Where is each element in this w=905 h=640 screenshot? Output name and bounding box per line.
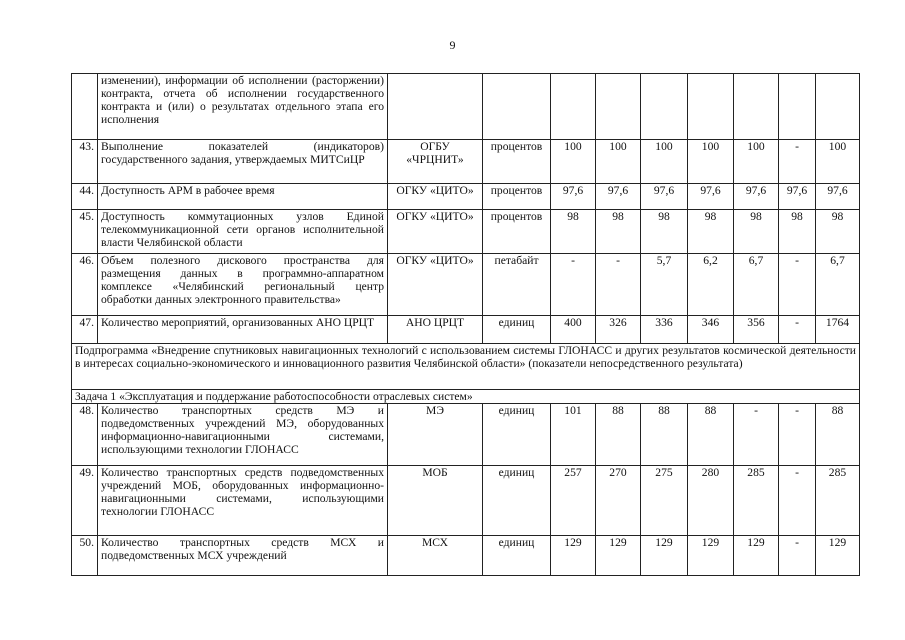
table-row (72, 254, 860, 316)
row-number: 49. (72, 466, 98, 536)
row-number: 47. (72, 316, 98, 344)
indicator-value: - (779, 140, 816, 184)
indicator-value (688, 74, 734, 140)
table-row (72, 404, 860, 466)
indicator-value: 97,6 (816, 184, 860, 210)
indicator-value: 129 (551, 536, 596, 576)
responsible-organization: МЭ (388, 404, 483, 466)
indicator-value: 100 (641, 140, 688, 184)
indicator-value: 101 (551, 404, 596, 466)
indicator-description: Количество мероприятий, организованных АНО ЦРЦТ (98, 316, 388, 344)
responsible-organization: АНО ЦРЦТ (388, 316, 483, 344)
indicator-value: 100 (596, 140, 641, 184)
responsible-organization: ОГБУ «ЧРЦНИТ» (388, 140, 483, 184)
indicator-value: 100 (688, 140, 734, 184)
row-number (72, 74, 98, 140)
table-row (72, 466, 860, 536)
indicator-value: - (779, 254, 816, 316)
row-number: 44. (72, 184, 98, 210)
page-number: 9 (449, 38, 456, 52)
responsible-organization: ОГКУ «ЦИТО» (388, 210, 483, 254)
indicator-value: 285 (734, 466, 779, 536)
indicator-value: 97,6 (779, 184, 816, 210)
indicator-value: 98 (779, 210, 816, 254)
row-number: 50. (72, 536, 98, 576)
unit-of-measure: процентов (483, 140, 551, 184)
indicator-value: 97,6 (688, 184, 734, 210)
indicator-value: 346 (688, 316, 734, 344)
indicator-value: 326 (596, 316, 641, 344)
task-heading-row (72, 390, 860, 404)
indicator-value: 98 (596, 210, 641, 254)
indicator-value: 97,6 (596, 184, 641, 210)
indicator-value: - (779, 536, 816, 576)
indicator-value: 6,7 (734, 254, 779, 316)
unit-of-measure: единиц (483, 536, 551, 576)
indicator-value (551, 74, 596, 140)
indicator-value: - (734, 404, 779, 466)
indicator-value: 400 (551, 316, 596, 344)
indicator-value (816, 74, 860, 140)
row-number: 43. (72, 140, 98, 184)
indicator-value: - (596, 254, 641, 316)
indicator-description: Количество транспортных средств МЭ и подведомственных учреждений МЭ, оборудованных информационно-навигационными системами, использующими технологии ГЛОНАСС (98, 404, 388, 466)
table-row (72, 316, 860, 344)
row-number: 46. (72, 254, 98, 316)
responsible-organization: ОГКУ «ЦИТО» (388, 184, 483, 210)
unit-of-measure: единиц (483, 466, 551, 536)
row-number: 48. (72, 404, 98, 466)
indicators-table (71, 73, 860, 576)
indicator-value: 98 (551, 210, 596, 254)
indicator-value: 97,6 (734, 184, 779, 210)
unit-of-measure: процентов (483, 210, 551, 254)
indicator-value: 88 (596, 404, 641, 466)
indicator-value: 270 (596, 466, 641, 536)
unit-of-measure: процентов (483, 184, 551, 210)
indicator-description: Выполнение показателей (индикаторов) государственного задания, утверждаемых МИТСиЦР (98, 140, 388, 184)
table-row (72, 536, 860, 576)
indicator-value: 100 (816, 140, 860, 184)
indicator-value: 98 (641, 210, 688, 254)
indicator-value: 6,7 (816, 254, 860, 316)
unit-of-measure: единиц (483, 316, 551, 344)
indicator-value: 280 (688, 466, 734, 536)
indicator-value: 129 (734, 536, 779, 576)
indicator-value: 129 (816, 536, 860, 576)
indicator-value (641, 74, 688, 140)
indicator-value: - (779, 404, 816, 466)
responsible-organization: ОГКУ «ЦИТО» (388, 254, 483, 316)
indicator-value: 275 (641, 466, 688, 536)
indicator-value: 129 (688, 536, 734, 576)
indicator-description: Объем полезного дискового пространства для размещения данных в программно-аппаратном комплексе «Челябинский региональный центр обработки данных электронного правительства» (98, 254, 388, 316)
indicator-description: Количество транспортных средств МСХ и подведомственных МСХ учреждений (98, 536, 388, 576)
responsible-organization: МОБ (388, 466, 483, 536)
indicator-description: Доступность АРМ в рабочее время (98, 184, 388, 210)
responsible-organization (388, 74, 483, 140)
indicator-value: 1764 (816, 316, 860, 344)
indicator-value: 97,6 (641, 184, 688, 210)
indicator-value (779, 74, 816, 140)
table-row (72, 184, 860, 210)
indicator-value: 6,2 (688, 254, 734, 316)
indicator-value: 257 (551, 466, 596, 536)
table-row (72, 74, 860, 140)
subprogram-heading-row (72, 344, 860, 390)
indicator-value (596, 74, 641, 140)
row-number: 45. (72, 210, 98, 254)
unit-of-measure (483, 74, 551, 140)
indicator-value: 100 (734, 140, 779, 184)
indicator-value: 88 (688, 404, 734, 466)
indicator-value: 98 (734, 210, 779, 254)
indicator-value: 356 (734, 316, 779, 344)
subprogram-heading: Подпрограмма «Внедрение спутниковых навигационных технологий с использованием системы ГЛОНАСС и других результатов космической деятельности в интересах социально-экономического и инновационного развития Челябинской области» (показатели непосредственного результата) (72, 344, 860, 390)
indicator-value: 129 (641, 536, 688, 576)
indicator-value: 98 (816, 210, 860, 254)
indicator-description: Доступность коммутационных узлов Единой телекоммуникационной сети органов исполнительной власти Челябинской области (98, 210, 388, 254)
indicator-value: 88 (816, 404, 860, 466)
indicator-value: 97,6 (551, 184, 596, 210)
indicator-value: 336 (641, 316, 688, 344)
table-row (72, 210, 860, 254)
indicator-value: 100 (551, 140, 596, 184)
task-heading: Задача 1 «Эксплуатация и поддержание работоспособности отраслевых систем» (72, 390, 860, 404)
indicator-value: - (779, 466, 816, 536)
indicator-description: Количество транспортных средств подведомственных учреждений МОБ, оборудованных информационно-навигационными системами, использующими технологии ГЛОНАСС (98, 466, 388, 536)
indicator-value: 88 (641, 404, 688, 466)
indicator-value (734, 74, 779, 140)
unit-of-measure: петабайт (483, 254, 551, 316)
indicator-value: 98 (688, 210, 734, 254)
responsible-organization: МСХ (388, 536, 483, 576)
indicator-value: 285 (816, 466, 860, 536)
indicator-value: - (779, 316, 816, 344)
indicator-value: - (551, 254, 596, 316)
unit-of-measure: единиц (483, 404, 551, 466)
indicator-value: 129 (596, 536, 641, 576)
table-row (72, 140, 860, 184)
indicator-description: изменении), информации об исполнении (расторжении) контракта, отчета об исполнении государственного контракта и (или) о результатах отдельного этапа его исполнения (98, 74, 388, 140)
indicator-value: 5,7 (641, 254, 688, 316)
